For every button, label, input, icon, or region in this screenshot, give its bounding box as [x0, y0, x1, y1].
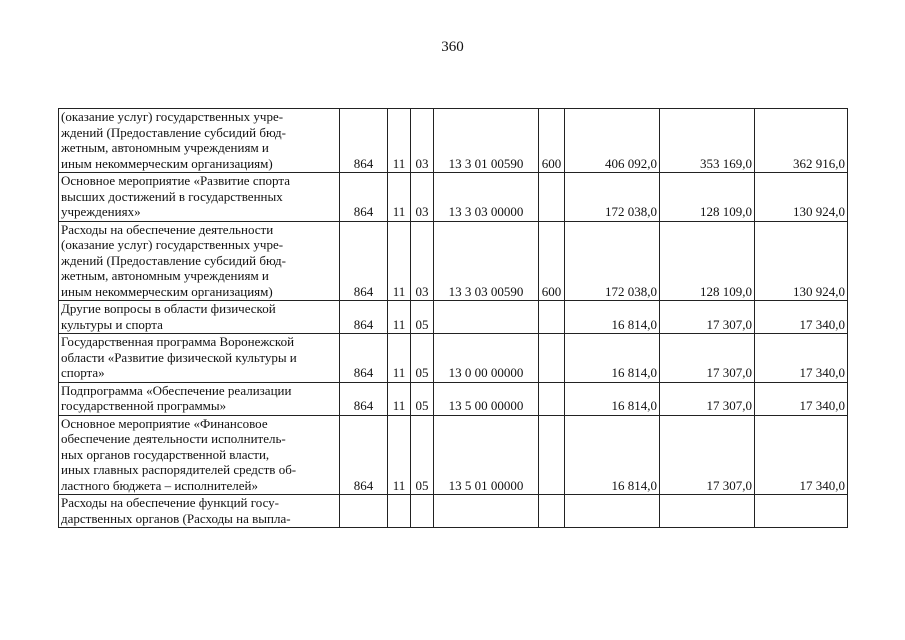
cell-name: (оказание услуг) государственных учре- ждений (Предоставление субсидий бюд- жетным, автономным учреждениям и иным некоммерческим организациям): [59, 109, 340, 173]
cell-subsection: 03: [411, 173, 434, 222]
cell-expense-type: 600: [539, 221, 565, 301]
cell-target: 13 3 01 00590: [434, 109, 539, 173]
page-number: 360: [441, 39, 464, 55]
cell-target: 13 3 03 00000: [434, 173, 539, 222]
cell-ministry: 864: [340, 221, 388, 301]
cell-sum-2: 17 307,0: [660, 382, 755, 415]
cell-sum-2: 128 109,0: [660, 221, 755, 301]
cell-sum-1: 172 038,0: [565, 173, 660, 222]
cell-target: 13 5 00 00000: [434, 382, 539, 415]
cell-sum-3: 362 916,0: [755, 109, 848, 173]
cell-target: [434, 301, 539, 334]
cell-sum-2: 17 307,0: [660, 334, 755, 383]
cell-sum-1: 16 814,0: [565, 334, 660, 383]
cell-ministry: 864: [340, 334, 388, 383]
cell-expense-type: [539, 415, 565, 495]
cell-target: 13 5 01 00000: [434, 415, 539, 495]
cell-sum-1: 16 814,0: [565, 382, 660, 415]
cell-name: Основное мероприятие «Финансовое обеспечение деятельности исполнитель- ных органов государственной власти, иных главных распорядителей средств об- ластного бюджета – исполнителей»: [59, 415, 340, 495]
cell-target: 13 3 03 00590: [434, 221, 539, 301]
cell-section: 11: [388, 221, 411, 301]
cell-ministry: 864: [340, 415, 388, 495]
cell-sum-1: 406 092,0: [565, 109, 660, 173]
table-row: [59, 334, 848, 383]
cell-name: Основное мероприятие «Развитие спорта высших достижений в государственных учреждениях»: [59, 173, 340, 222]
cell-target: [434, 495, 539, 528]
table-row: [59, 173, 848, 222]
cell-sum-2: 17 307,0: [660, 301, 755, 334]
cell-target: 13 0 00 00000: [434, 334, 539, 383]
cell-sum-3: 17 340,0: [755, 334, 848, 383]
cell-section: 11: [388, 173, 411, 222]
cell-section: 11: [388, 301, 411, 334]
cell-sum-1: 16 814,0: [565, 301, 660, 334]
cell-section: 11: [388, 109, 411, 173]
cell-sum-2: 353 169,0: [660, 109, 755, 173]
cell-subsection: 05: [411, 301, 434, 334]
cell-expense-type: 600: [539, 109, 565, 173]
cell-name: Расходы на обеспечение деятельности (оказание услуг) государственных учре- ждений (Предоставление субсидий бюд- жетным, автономным учреждениям и иным некоммерческим организациям): [59, 221, 340, 301]
cell-section: [388, 495, 411, 528]
cell-sum-3: [755, 495, 848, 528]
cell-section: 11: [388, 415, 411, 495]
table-row: [59, 301, 848, 334]
cell-sum-2: [660, 495, 755, 528]
cell-name: Другие вопросы в области физической культуры и спорта: [59, 301, 340, 334]
table-row: [59, 495, 848, 528]
cell-ministry: 864: [340, 382, 388, 415]
cell-expense-type: [539, 334, 565, 383]
cell-sum-2: 128 109,0: [660, 173, 755, 222]
cell-expense-type: [539, 173, 565, 222]
cell-subsection: 05: [411, 382, 434, 415]
cell-sum-3: 17 340,0: [755, 415, 848, 495]
cell-sum-1: 172 038,0: [565, 221, 660, 301]
cell-sum-3: 130 924,0: [755, 221, 848, 301]
table-row: [59, 109, 848, 173]
cell-sum-1: 16 814,0: [565, 415, 660, 495]
cell-expense-type: [539, 301, 565, 334]
cell-ministry: [340, 495, 388, 528]
cell-sum-3: 130 924,0: [755, 173, 848, 222]
table-row: [59, 221, 848, 301]
cell-subsection: 05: [411, 415, 434, 495]
cell-expense-type: [539, 495, 565, 528]
table-row: [59, 382, 848, 415]
budget-table: [58, 108, 848, 528]
cell-subsection: [411, 495, 434, 528]
cell-sum-2: 17 307,0: [660, 415, 755, 495]
cell-ministry: 864: [340, 109, 388, 173]
cell-section: 11: [388, 334, 411, 383]
cell-subsection: 03: [411, 109, 434, 173]
cell-sum-3: 17 340,0: [755, 382, 848, 415]
cell-section: 11: [388, 382, 411, 415]
cell-sum-1: [565, 495, 660, 528]
cell-expense-type: [539, 382, 565, 415]
cell-subsection: 05: [411, 334, 434, 383]
cell-name: Подпрограмма «Обеспечение реализации государственной программы»: [59, 382, 340, 415]
table-row: [59, 415, 848, 495]
cell-sum-3: 17 340,0: [755, 301, 848, 334]
cell-name: Расходы на обеспечение функций госу- дарственных органов (Расходы на выпла-: [59, 495, 340, 528]
cell-subsection: 03: [411, 221, 434, 301]
cell-ministry: 864: [340, 301, 388, 334]
cell-name: Государственная программа Воронежской области «Развитие физической культуры и спорта»: [59, 334, 340, 383]
cell-ministry: 864: [340, 173, 388, 222]
